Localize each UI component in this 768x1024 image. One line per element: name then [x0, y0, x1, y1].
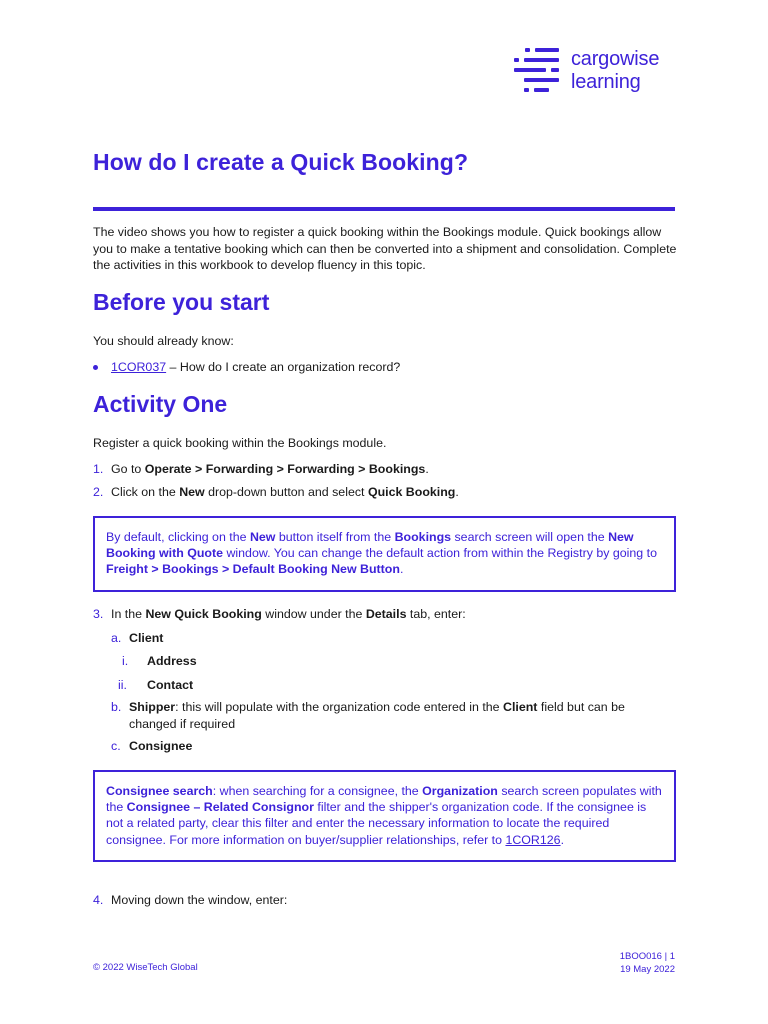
step-number: 1.: [93, 462, 104, 476]
title-divider: [93, 207, 675, 211]
menu-path: Operate > Forwarding > Forwarding > Bookings: [144, 462, 426, 476]
document-code: 1BOO016 | 1: [619, 951, 675, 962]
activity-one-lead: Register a quick booking within the Bookings module.: [93, 436, 387, 450]
reference-link-1COR126[interactable]: 1COR126: [505, 832, 561, 847]
sub-label-i: i.: [122, 654, 129, 668]
document-date: 19 May 2022: [620, 964, 675, 975]
before-you-start-heading: Before you start: [93, 289, 270, 315]
field-contact: Contact: [147, 678, 194, 692]
prerequisite-lead: You should already know:: [93, 334, 234, 348]
logo-wordmark: [571, 48, 659, 94]
sub-label-c: c.: [111, 739, 121, 753]
field-client: Client: [129, 631, 164, 645]
step-number: 3.: [93, 607, 104, 621]
logo-line-1: cargowise: [571, 48, 660, 70]
cargowise-logo-icon: [514, 48, 562, 96]
intro-paragraph: The video shows you how to register a quick booking within the Bookings module. Quick bookings allow you to make a tentative booking which can then be converted into a shipment and consolidation. Complete the activities in this workbook to develop fluency in this topic.: [93, 225, 677, 272]
step-number: 4.: [93, 893, 104, 907]
footer-copyright: © 2022 WiseTech Global: [93, 962, 198, 973]
activity-one-heading: Activity One: [93, 391, 228, 417]
step-number: 2.: [93, 485, 104, 499]
logo-line-2: learning: [571, 71, 641, 93]
default-action-note: By default, clicking on the New button itself from the Bookings search screen will open the New Booking with Quote window. You can change the default action from within the Registry by going to Freight > Bookings > Default Booking New Button.: [93, 516, 676, 592]
field-shipper: Shipper: this will populate with the organization code entered in the Client field but can be changed if required: [129, 700, 625, 731]
cargowise-learning-logo: [514, 46, 684, 98]
consignee-search-note: Consignee search: when searching for a consignee, the Organization search screen populates with the Consignee – Related Consignor filter and the shipper's organization code. If the consignee is not a related party, clear this filter and enter the necessary information to locate the required consignee. For more information on buyer/supplier relationships, refer to 1COR126.: [93, 770, 676, 862]
prerequisite-text: – How do I create an organization record?: [166, 360, 401, 374]
page-title: How do I create a Quick Booking?: [93, 149, 469, 175]
footer-meta: [620, 950, 675, 976]
sub-label-b: b.: [111, 700, 122, 714]
field-consignee: Consignee: [129, 739, 193, 753]
bullet-icon: [93, 365, 98, 370]
sub-label-ii: ii.: [118, 678, 127, 692]
sub-label-a: a.: [111, 631, 122, 645]
field-address: Address: [147, 654, 197, 668]
prerequisite-link-1COR037[interactable]: 1COR037: [111, 360, 167, 374]
